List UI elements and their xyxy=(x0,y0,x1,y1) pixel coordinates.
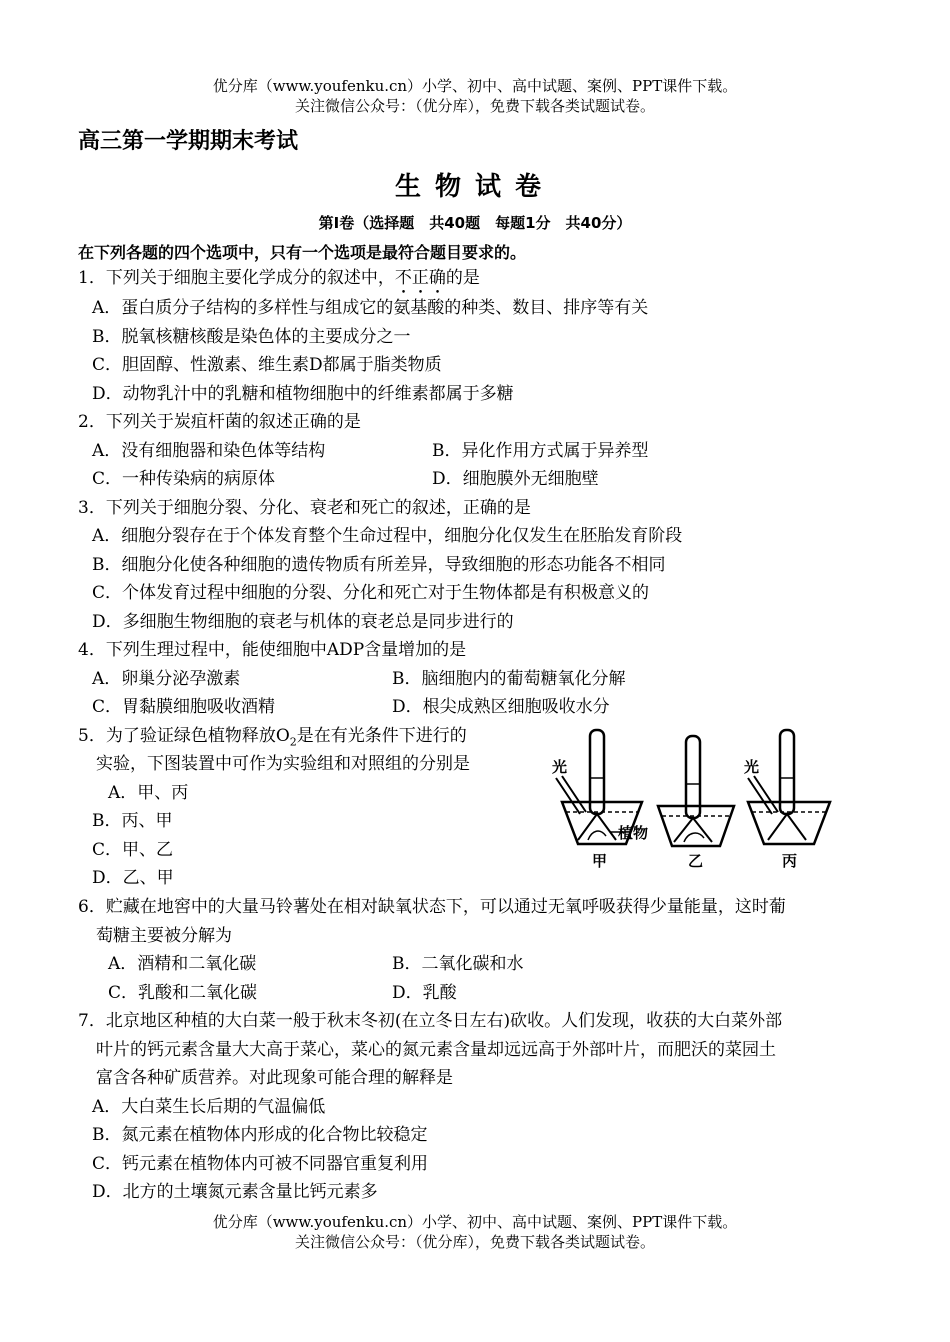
q3-option-b: B．细胞分化使各种细胞的遗传物质有所差异，导致细胞的形态功能各不相同 xyxy=(92,555,666,575)
q5-option-b: B．丙、甲 xyxy=(92,811,173,831)
q5-stem-pre: 5．为了验证绿色植物释放O xyxy=(78,726,290,746)
plant-jia xyxy=(588,831,606,840)
q1-option-a: A．蛋白质分子结构的多样性与组成它的氨基酸的种类、数目、排序等有关 xyxy=(92,298,649,318)
header-line-2: 关注微信公众号：（优分库），免费下载各类试题试卷。 xyxy=(294,97,655,115)
plant-yi xyxy=(684,833,704,842)
funnel-jia xyxy=(578,814,616,840)
q5-stem-line-2: 实验，下图装置中可作为实验组和对照组的分别是 xyxy=(96,754,470,774)
q6-option-b: B．二氧化碳和水 xyxy=(392,954,524,974)
q5-option-c: C．甲、乙 xyxy=(92,840,174,860)
q1-stem xyxy=(78,266,480,298)
q5-stem-post: 是在有光条件下进行的 xyxy=(296,726,467,746)
q3-stem: 3．下列关于细胞分裂、分化、衰老和死亡的叙述，正确的是 xyxy=(78,498,531,518)
q4-option-c: C．胃黏膜细胞吸收酒精 xyxy=(92,697,276,717)
q7-stem-line-1: 7．北京地区种植的大白菜一般于秋末冬初(在立冬日左右)砍收。人们发现，收获的大白菜外部 xyxy=(78,1011,783,1031)
q1-option-d: D．动物乳汁中的乳糖和植物细胞中的纤维素都属于多糖 xyxy=(92,384,514,404)
q7-option-b: B．氮元素在植物体内形成的化合物比较稳定 xyxy=(92,1125,428,1145)
q7-stem-line-2: 叶片的钙元素含量大大高于菜心，菜心的氮元素含量却远远高于外部叶片，而肥沃的菜园土 xyxy=(96,1040,776,1060)
q5-apparatus-figure xyxy=(548,722,838,872)
q4-option-d: D．根尖成熟区细胞吸收水分 xyxy=(392,697,610,717)
q1-stem-emphasis: 不正确 xyxy=(394,268,446,288)
q4-stem: 4．下列生理过程中，能使细胞中ADP含量增加的是 xyxy=(78,640,467,660)
q7-option-c: C．钙元素在植物体内可被不同器官重复利用 xyxy=(92,1154,429,1174)
funnel-bing xyxy=(768,814,806,840)
q7-stem-line-3: 富含各种矿质营养。对此现象可能合理的解释是 xyxy=(96,1068,453,1088)
q2-option-d: D．细胞膜外无细胞壁 xyxy=(432,469,599,489)
q3-option-d: D．多细胞生物细胞的衰老与机体的衰老总是同步进行的 xyxy=(92,612,514,632)
q1-option-b: B．脱氧核糖核酸是染色体的主要成分之一 xyxy=(92,327,411,347)
q5-stem-subscript: 2 xyxy=(289,735,297,749)
q7-option-d: D．北方的土壤氮元素含量比钙元素多 xyxy=(92,1182,378,1202)
funnel-yi xyxy=(674,818,712,842)
q1-stem-post: 的是 xyxy=(445,268,480,288)
header-line-1: 优分库（www.youfenku.cn）小学、初中、高中试题、案例、PPT课件下载。 xyxy=(212,77,738,95)
q2-option-c: C．一种传染病的病原体 xyxy=(92,469,276,489)
label-bing: 丙 xyxy=(782,852,798,870)
q6-option-a: A．酒精和二氧化碳 xyxy=(108,954,257,974)
label-jia: 甲 xyxy=(592,852,608,870)
page-footer xyxy=(0,1212,950,1252)
subject-title: 生物试卷 xyxy=(394,172,555,202)
light-label-bing: 光 xyxy=(744,758,760,776)
light-label-jia: 光 xyxy=(552,758,568,776)
q1-option-c: C．胆固醇、性激素、维生素D都属于脂类物质 xyxy=(92,355,442,375)
page-header xyxy=(0,76,950,116)
q3-option-a: A．细胞分裂存在于个体发育整个生命过程中，细胞分化仅发生在胚胎发育阶段 xyxy=(92,526,683,546)
section-header: 第Ⅰ卷（选择题 共40题 每题1分 共40分） xyxy=(318,214,632,232)
exam-title: 高三第一学期期末考试 xyxy=(78,129,299,154)
instruction: 在下列各题的四个选项中，只有一个选项是最符合题目要求的。 xyxy=(78,243,527,262)
q7-option-a: A．大白菜生长后期的气温偏低 xyxy=(92,1097,326,1117)
q5-option-a: A．甲、丙 xyxy=(108,783,189,803)
q6-option-d: D．乳酸 xyxy=(392,983,457,1003)
q3-option-c: C．个体发育过程中细胞的分裂、分化和死亡对于生物体都是有积极意义的 xyxy=(92,583,650,603)
q4-option-b: B．脑细胞内的葡萄糖氧化分解 xyxy=(392,669,626,689)
q5-option-d: D．乙、甲 xyxy=(92,868,174,888)
q6-option-c: C．乳酸和二氧化碳 xyxy=(108,983,258,1003)
q2-option-b: B．异化作用方式属于异养型 xyxy=(432,441,649,461)
q6-stem-line-2: 萄糖主要被分解为 xyxy=(96,926,232,946)
q6-stem-line-1: 6．贮藏在地窖中的大量马铃薯处在相对缺氧状态下，可以通过无氧呼吸获得少量能量，这时葡 xyxy=(78,897,786,917)
beaker-yi xyxy=(658,806,734,846)
q5-stem-line-1 xyxy=(78,724,467,754)
label-yi: 乙 xyxy=(688,852,704,870)
q2-option-a: A．没有细胞器和染色体等结构 xyxy=(92,441,326,461)
beaker-bing xyxy=(748,802,830,844)
q2-stem: 2．下列关于炭疽杆菌的叙述正确的是 xyxy=(78,412,361,432)
footer-line-1: 优分库（www.youfenku.cn）小学、初中、高中试题、案例、PPT课件下载。 xyxy=(212,1213,738,1231)
q1-stem-pre: 1．下列关于细胞主要化学成分的叙述中， xyxy=(78,268,395,288)
plant-label: 植物 xyxy=(618,824,649,842)
footer-line-2: 关注微信公众号：（优分库），免费下载各类试题试卷。 xyxy=(294,1233,655,1251)
q4-option-a: A．卵巢分泌孕激素 xyxy=(92,669,241,689)
